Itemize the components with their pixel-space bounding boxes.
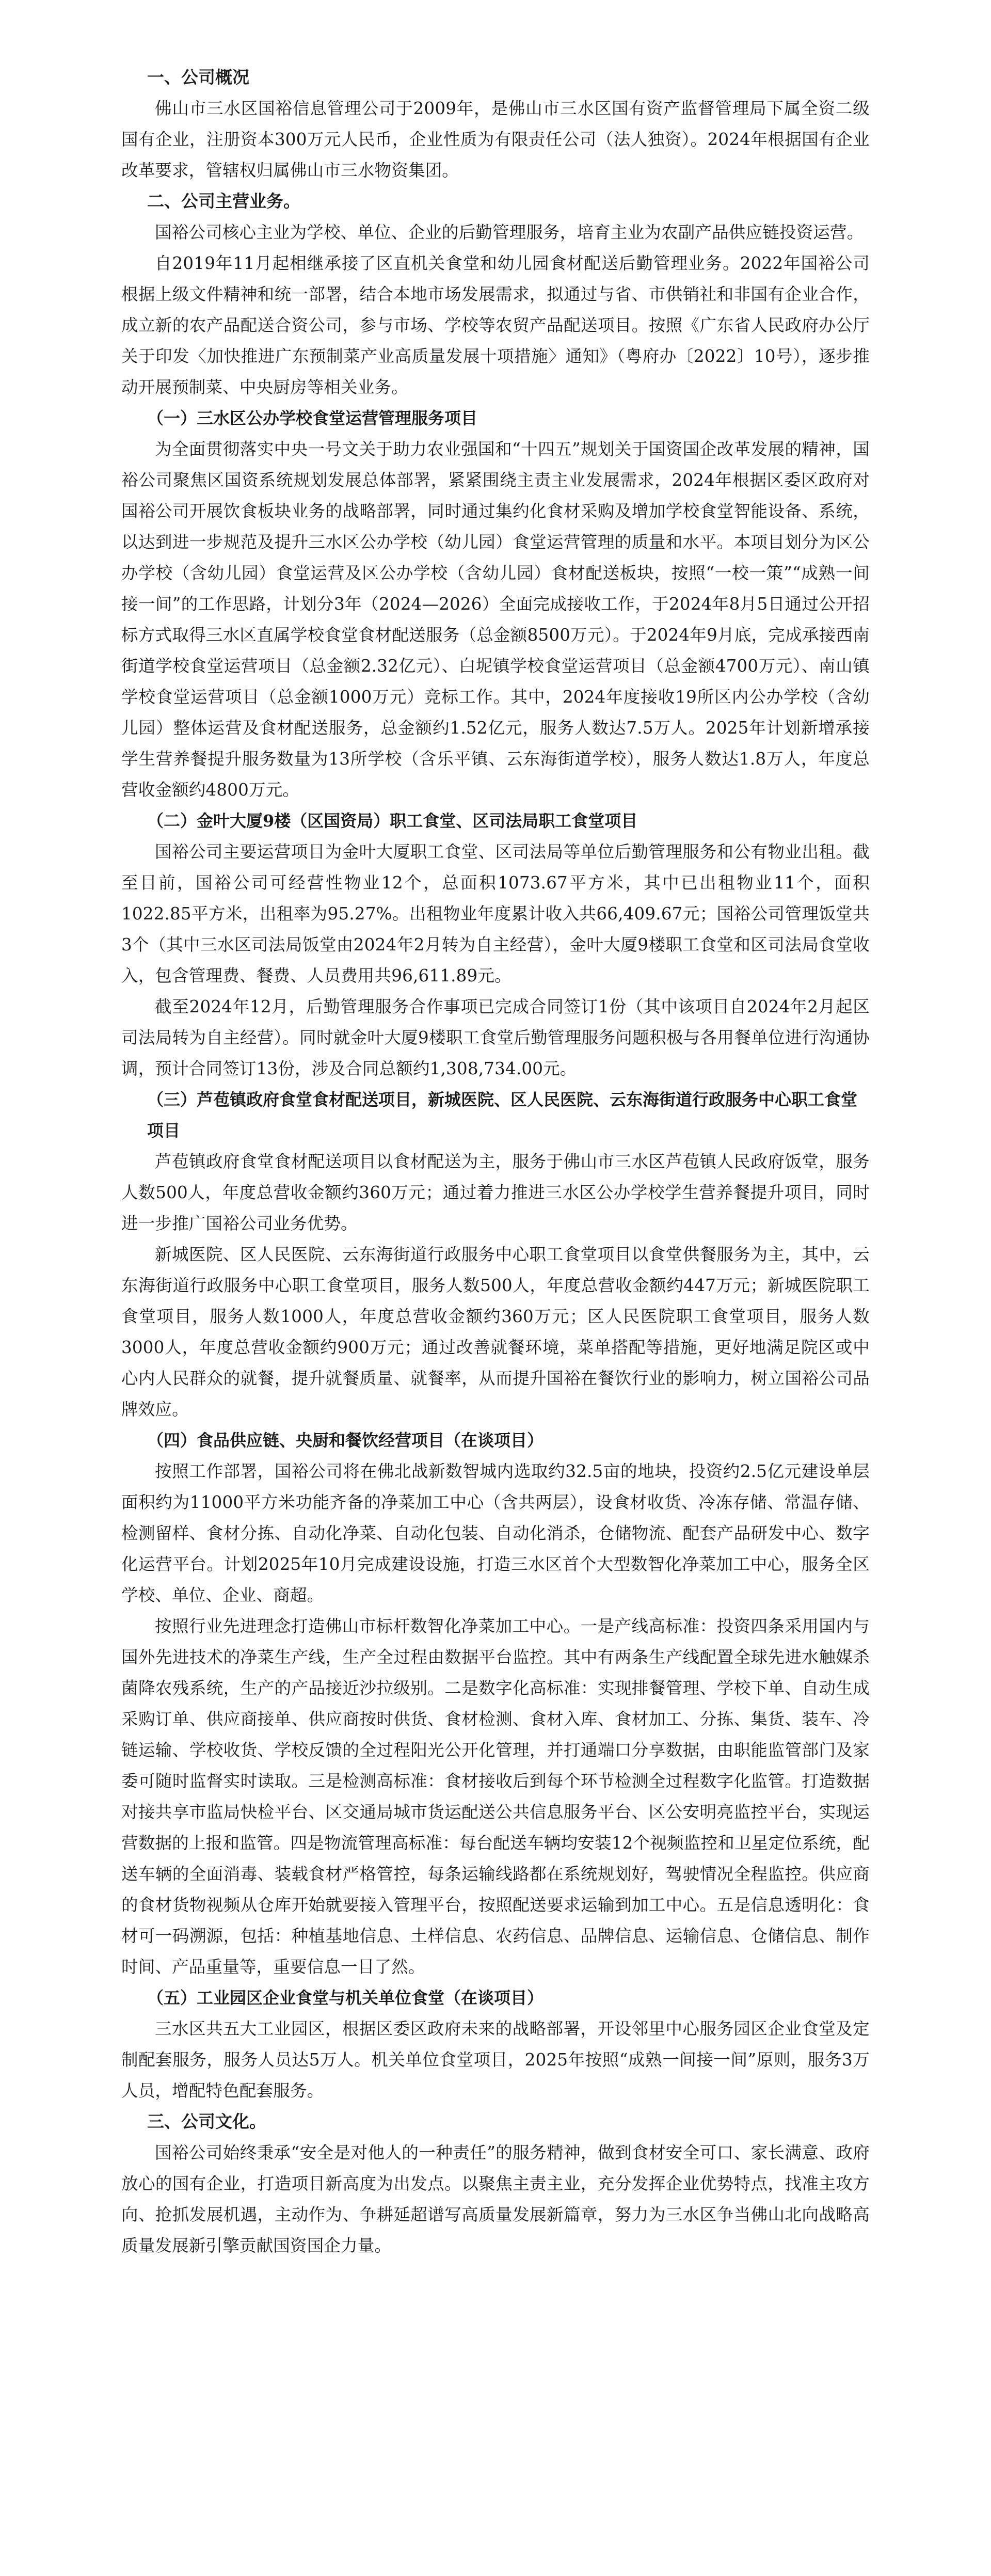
section-heading-main-business: 二、公司主营业务。	[147, 191, 300, 211]
paragraph: 国裕公司核心主业为学校、单位、企业的后勤管理服务，培育主业为农副产品供应链投资运营。	[155, 222, 864, 242]
paragraph: 国裕公司始终秉承“安全是对他人的一种责任”的服务精神，做到食材安全可口、家长满意、政府放心的国有企业，打造项目新高度为出发点。以聚焦主责主业，充分发挥企业优势特点，找准主攻方向、抢抓发展机遇，主动作为、争耕延超谱写高质量发展新篇章，努力为三水区争当佛山北向战略高质量发展新引擎贡献国资国企力量。	[121, 2143, 870, 2255]
paragraph: 截至2024年12月，后勤管理服务合作事项已完成合同签订1份（其中该项目自2024年2月起区司法局转为自主经营）。同时就金叶大厦9楼职工食堂后勤管理服务问题积极与各用餐单位进行沟通协调，预计合同签订13份，涉及合同总额约1,308,734.00元。	[121, 997, 870, 1078]
section-heading-company-overview: 一、公司概况	[147, 67, 249, 87]
subsection-heading-food-supply-chain: （四）食品供应链、央厨和餐饮经营项目（在谈项目）	[147, 1430, 544, 1450]
subsection-heading-school-canteen: （一）三水区公办学校食堂运营管理服务项目	[147, 408, 478, 428]
subsection-heading-lubao-hospitals: （三）芦苞镇政府食堂食材配送项目，新城医院、区人民医院、云东海街道行政服务中心职工食堂项目	[147, 1090, 858, 1140]
paragraph: 芦苞镇政府食堂食材配送项目以食材配送为主，服务于佛山市三水区芦苞镇人民政府饭堂，服务人数500人，年度总营收金额约360万元；通过着力推进三水区公办学校学生营养餐提升项目，同时进一步推广国裕公司业务优势。	[121, 1152, 870, 1233]
subsection-heading-jinye-building: （二）金叶大厦9楼（区国资局）职工食堂、区司法局职工食堂项目	[147, 811, 638, 831]
paragraph: 按照工作部署，国裕公司将在佛北战新数智城内选取约32.5亩的地块，投资约2.5亿元建设单层面积约为11000平方米功能齐备的净菜加工中心（含共两层），设食材收货、冷冻存储、常温存储、检测留样、食材分拣、自动化净菜、自动化包装、自动化消杀，仓储物流、配套产品研发中心、数字化运营平台。计划2025年10月完成建设设施，打造三水区首个大型数智化净菜加工中心，服务全区学校、单位、企业、商超。	[121, 1461, 870, 1605]
document-body	[121, 62, 870, 2261]
paragraph: 新城医院、区人民医院、云东海街道行政服务中心职工食堂项目以食堂供餐服务为主，其中，云东海街道行政服务中心职工食堂项目，服务人数500人，年度总营收金额约447万元；新城医院职工食堂项目，服务人数1000人，年度总营收金额约360万元；区人民医院职工食堂项目，服务人数3000人，年度总营收金额约900万元；通过改善就餐环境，菜单搭配等措施，更好地满足院区或中心内人民群众的就餐，提升就餐质量、就餐率，从而提升国裕在餐饮行业的影响力，树立国裕公司品牌效应。	[121, 1245, 870, 1419]
paragraph: 佛山市三水区国裕信息管理公司于2009年，是佛山市三水区国有资产监督管理局下属全资二级国有企业，注册资本300万元人民币，企业性质为有限责任公司（法人独资）。2024年根据国有企业改革要求，管辖权归属佛山市三水物资集团。	[121, 99, 870, 180]
paragraph: 自2019年11月起相继承接了区直机关食堂和幼儿园食材配送后勤管理业务。2022年国裕公司根据上级文件精神和统一部署，结合本地市场发展需求，拟通过与省、市供销社和非国有企业合作，成立新的农产品配送合资公司，参与市场、学校等农贸产品配送项目。按照《广东省人民政府办公厅关于印发〈加快推进广东预制菜产业高质量发展十项措施〉通知》（粤府办〔2022〕10号），逐步推动开展预制菜、中央厨房等相关业务。	[121, 253, 870, 397]
paragraph: 按照行业先进理念打造佛山市标杆数智化净菜加工中心。一是产线高标准：投资四条采用国内与国外先进技术的净菜生产线，生产全过程由数据平台监控。其中有两条生产线配置全球先进水触媒杀菌降农残系统，生产的产品接近沙拉级别。二是数字化高标准：实现排餐管理、学校下单、自动生成采购订单、供应商接单、供应商按时供货、食材检测、食材入库、食材加工、分拣、集货、装车、冷链运输、学校收货、学校反馈的全过程阳光公开化管理，并打通端口分享数据，由职能监管部门及家委可随时监督实时读取。三是检测高标准：食材接收后到每个环节检测全过程数字化监管。打造数据对接共享市监局快检平台、区交通局城市货运配送公共信息服务平台、区公安明亮监控平台，实现运营数据的上报和监管。四是物流管理高标准：每台配送车辆均安装12个视频监控和卫星定位系统，配送车辆的全面消毒、装载食材严格管控，每条运输线路都在系统规划好，驾驶情况全程监控。供应商的食材货物视频从仓库开始就要接入管理平台，按照配送要求运输到加工中心。五是信息透明化：食材可一码溯源，包括：种植基地信息、土样信息、农药信息、品牌信息、运输信息、仓储信息、制作时间、产品重量等，重要信息一目了然。	[121, 1616, 870, 1977]
paragraph: 三水区共五大工业园区，根据区委区政府未来的战略部署，开设邻里中心服务园区企业食堂及定制配套服务，服务人员达5万人。机关单位食堂项目，2025年按照“成熟一间接一间”原则，服务3万人员，增配特色配套服务。	[121, 2019, 870, 2101]
section-heading-company-culture: 三、公司文化。	[147, 2111, 266, 2132]
subsection-heading-industrial-park: （五）工业园区企业食堂与机关单位食堂（在谈项目）	[147, 1988, 544, 2008]
paragraph: 国裕公司主要运营项目为金叶大厦职工食堂、区司法局等单位后勤管理服务和公有物业出租。截至目前，国裕公司可经营性物业12个，总面积1073.67平方米，其中已出租物业11个，面积1022.85平方米，出租率为95.27%。出租物业年度累计收入共66,409.67元；国裕公司管理饭堂共3个（其中三水区司法局饭堂由2024年2月转为自主经营），金叶大厦9楼职工食堂和区司法局食堂收入，包含管理费、餐费、人员费用共96,611.89元。	[121, 842, 870, 985]
paragraph: 为全面贯彻落实中央一号文关于助力农业强国和“十四五”规划关于国资国企改革发展的精神，国裕公司聚焦区国资系统规划发展总体部署，紧紧围绕主责主业发展需求，2024年根据区委区政府对国裕公司开展饮食板块业务的战略部署，同时通过集约化食材采购及增加学校食堂智能设备、系统，以达到进一步规范及提升三水区公办学校（幼儿园）食堂运营管理的质量和水平。本项目划分为区公办学校（含幼儿园）食堂运营及区公办学校（含幼儿园）食材配送板块，按照“一校一策”“成熟一间接一间”的工作思路，计划分3年（2024—2026）全面完成接收工作，于2024年8月5日通过公开招标方式取得三水区直属学校食堂食材配送服务（总金额8500万元）。于2024年9月底，完成承接西南街道学校食堂运营项目（总金额2.32亿元）、白坭镇学校食堂运营项目（总金额4700万元）、南山镇学校食堂运营项目（总金额1000万元）竞标工作。其中，2024年度接收19所区内公办学校（含幼儿园）整体运营及食材配送服务，总金额约1.52亿元，服务人数达7.5万人。2025年计划新增承接学生营养餐提升服务数量为13所学校（含乐平镇、云东海街道学校），服务人数达1.8万人，年度总营收金额约4800万元。	[121, 439, 870, 800]
